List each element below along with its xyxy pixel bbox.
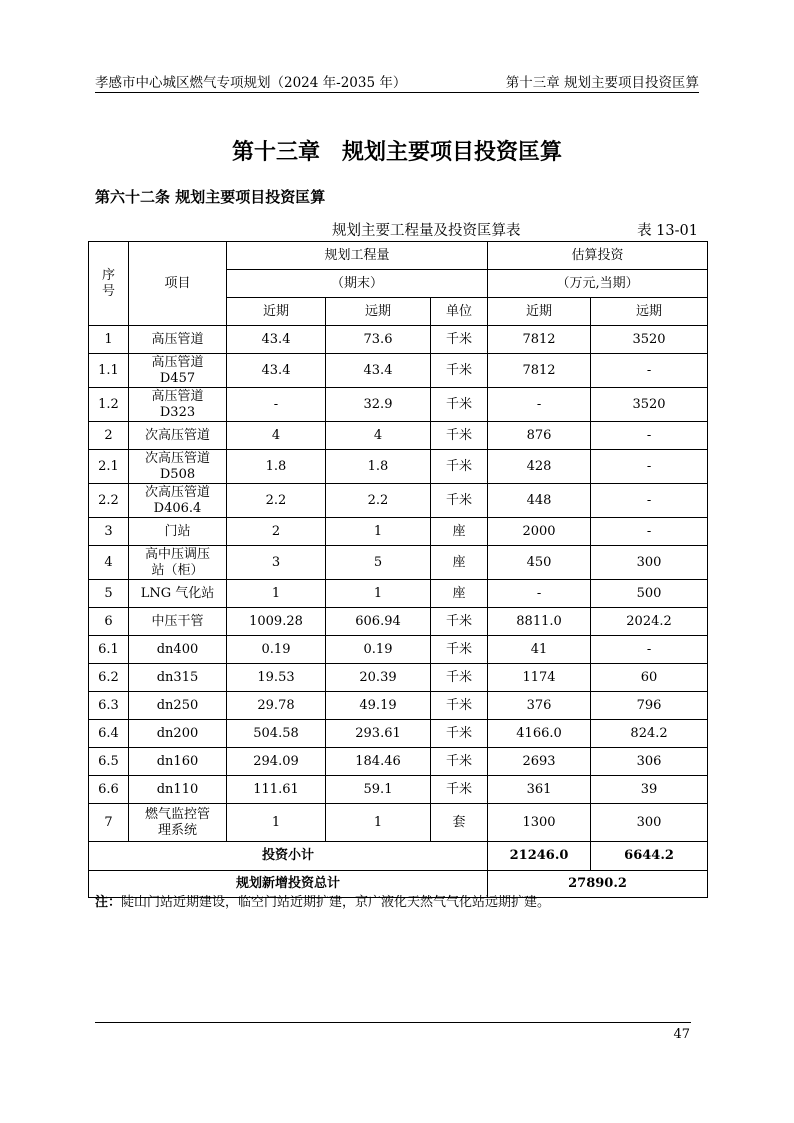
total-label: 规划新增投资总计 [89,871,488,898]
note-label: 注： [95,895,122,910]
cell-inv-far: - [591,450,708,484]
cell-inv-near: 2000 [488,518,591,546]
table-row [89,546,708,580]
cell-item: dn110 [129,776,227,804]
cell-near: 4 [227,422,326,450]
cell-far: 184.46 [326,748,431,776]
table-row [89,692,708,720]
cell-inv-near: 450 [488,546,591,580]
cell-inv-near: - [488,580,591,608]
cell-no: 1.1 [89,354,129,388]
cell-near: 1 [227,580,326,608]
cell-item: LNG 气化站 [129,580,227,608]
cell-item: 高压管道 [129,326,227,354]
cell-far: 59.1 [326,776,431,804]
cell-far: 293.61 [326,720,431,748]
subtotal-near: 21246.0 [488,842,591,871]
table-note [95,891,550,910]
cell-no: 6.2 [89,664,129,692]
cell-item: dn160 [129,748,227,776]
cell-near: 43.4 [227,326,326,354]
cell-inv-near: 428 [488,450,591,484]
note-text: 陡山门站近期建设，临空门站近期扩建，京广液化天然气气化站远期扩建。 [121,895,551,910]
page-header [95,68,699,93]
table-row [89,326,708,354]
cell-no: 6.1 [89,636,129,664]
cell-no: 6.4 [89,720,129,748]
cell-unit: 千米 [431,388,488,422]
table-row [89,450,708,484]
cell-far: 20.39 [326,664,431,692]
cell-inv-far: 3520 [591,388,708,422]
cell-item: 燃气监控管 理系统 [129,804,227,842]
cell-near: 504.58 [227,720,326,748]
cell-unit: 千米 [431,422,488,450]
cell-unit: 千米 [431,664,488,692]
cell-inv-far: - [591,354,708,388]
header-unit: 单位 [431,298,488,326]
cell-item: dn400 [129,636,227,664]
table-row [89,518,708,546]
cell-unit: 千米 [431,776,488,804]
cell-far: 606.94 [326,608,431,636]
cell-inv-far: 300 [591,546,708,580]
cell-near: 3 [227,546,326,580]
cell-far: 5 [326,546,431,580]
cell-item: 高压管道 D457 [129,354,227,388]
cell-far: 1.8 [326,450,431,484]
cell-inv-near: 4166.0 [488,720,591,748]
cell-inv-far: 824.2 [591,720,708,748]
cell-unit: 千米 [431,636,488,664]
cell-inv-near: 41 [488,636,591,664]
header-investment: 估算投资 [488,242,708,270]
cell-item: 高中压调压 站（柜） [129,546,227,580]
header-inv-far: 远期 [591,298,708,326]
cell-no: 2.2 [89,484,129,518]
cell-far: 4 [326,422,431,450]
total-value: 27890.2 [488,871,708,898]
cell-inv-far: 3520 [591,326,708,354]
cell-far: 43.4 [326,354,431,388]
table-row [89,484,708,518]
header-row-1 [89,242,708,270]
cell-near: 1.8 [227,450,326,484]
cell-no: 1 [89,326,129,354]
header-inv-near: 近期 [488,298,591,326]
header-item: 项目 [129,242,227,326]
cell-unit: 千米 [431,326,488,354]
cell-inv-near: 361 [488,776,591,804]
cell-item: dn250 [129,692,227,720]
cell-item: 高压管道 D323 [129,388,227,422]
table-row [89,636,708,664]
footer-rule [95,1022,691,1023]
cell-item: 中压干管 [129,608,227,636]
cell-unit: 座 [431,518,488,546]
cell-near: 2.2 [227,484,326,518]
cell-near: 0.19 [227,636,326,664]
cell-far: 1 [326,580,431,608]
cell-near: 1009.28 [227,608,326,636]
cell-far: 0.19 [326,636,431,664]
cell-inv-far: 796 [591,692,708,720]
header-document-title: 孝感市中心城区燃气专项规划（2024 年-2035 年） [95,75,407,91]
cell-inv-far: 500 [591,580,708,608]
investment-table [88,241,708,898]
cell-no: 2 [89,422,129,450]
cell-far: 49.19 [326,692,431,720]
header-seq: 序 号 [89,242,129,326]
cell-no: 2.1 [89,450,129,484]
cell-unit: 座 [431,580,488,608]
cell-inv-far: 39 [591,776,708,804]
cell-near: 2 [227,518,326,546]
cell-unit: 千米 [431,450,488,484]
cell-item: dn200 [129,720,227,748]
cell-unit: 套 [431,804,488,842]
cell-item: 门站 [129,518,227,546]
table-row [89,804,708,842]
cell-no: 5 [89,580,129,608]
header-quantity-sub: （期末） [227,270,488,298]
cell-item: 次高压管道 D508 [129,450,227,484]
cell-unit: 千米 [431,354,488,388]
cell-inv-far: 2024.2 [591,608,708,636]
cell-unit: 千米 [431,608,488,636]
table-row [89,776,708,804]
cell-inv-far: - [591,484,708,518]
table-row [89,580,708,608]
header-far: 远期 [326,298,431,326]
cell-inv-far: - [591,636,708,664]
header-investment-sub: （万元,当期） [488,270,708,298]
cell-far: 32.9 [326,388,431,422]
cell-inv-near: 376 [488,692,591,720]
cell-near: 111.61 [227,776,326,804]
cell-item: 次高压管道 D406.4 [129,484,227,518]
cell-inv-near: 8811.0 [488,608,591,636]
table-row [89,422,708,450]
cell-item: 次高压管道 [129,422,227,450]
cell-inv-far: - [591,518,708,546]
cell-inv-near: 876 [488,422,591,450]
cell-far: 1 [326,518,431,546]
cell-near: 43.4 [227,354,326,388]
cell-no: 6.5 [89,748,129,776]
subtotal-label: 投资小计 [89,842,488,871]
article-title: 第六十二条 规划主要项目投资匡算 [95,188,326,206]
cell-unit: 千米 [431,484,488,518]
cell-unit: 座 [431,546,488,580]
cell-unit: 千米 [431,692,488,720]
cell-near: 294.09 [227,748,326,776]
table-row [89,664,708,692]
table-caption: 规划主要工程量及投资匡算表 [332,223,521,239]
cell-inv-near: 1300 [488,804,591,842]
page-number: 47 [673,1027,690,1042]
cell-inv-near: 7812 [488,354,591,388]
cell-inv-near: 1174 [488,664,591,692]
cell-near: 19.53 [227,664,326,692]
cell-item: dn315 [129,664,227,692]
cell-near: - [227,388,326,422]
cell-no: 7 [89,804,129,842]
cell-near: 29.78 [227,692,326,720]
table-row [89,720,708,748]
cell-no: 6 [89,608,129,636]
cell-inv-far: 300 [591,804,708,842]
table-number: 表 13-01 [637,223,698,239]
header-chapter-title: 第十三章 规划主要项目投资匡算 [505,75,699,91]
cell-unit: 千米 [431,748,488,776]
cell-far: 1 [326,804,431,842]
cell-no: 6.3 [89,692,129,720]
subtotal-far: 6644.2 [591,842,708,871]
table-row [89,388,708,422]
cell-no: 6.6 [89,776,129,804]
cell-no: 3 [89,518,129,546]
cell-far: 2.2 [326,484,431,518]
cell-inv-near: 448 [488,484,591,518]
subtotal-row [89,842,708,871]
chapter-title: 第十三章 规划主要项目投资匡算 [231,140,562,165]
cell-no: 1.2 [89,388,129,422]
cell-unit: 千米 [431,720,488,748]
cell-no: 4 [89,546,129,580]
table-row [89,354,708,388]
header-quantity: 规划工程量 [227,242,488,270]
table-row [89,748,708,776]
cell-inv-near: - [488,388,591,422]
cell-near: 1 [227,804,326,842]
table-row [89,608,708,636]
cell-inv-far: 306 [591,748,708,776]
cell-inv-far: - [591,422,708,450]
cell-inv-near: 2693 [488,748,591,776]
header-near: 近期 [227,298,326,326]
cell-far: 73.6 [326,326,431,354]
cell-inv-near: 7812 [488,326,591,354]
cell-inv-far: 60 [591,664,708,692]
